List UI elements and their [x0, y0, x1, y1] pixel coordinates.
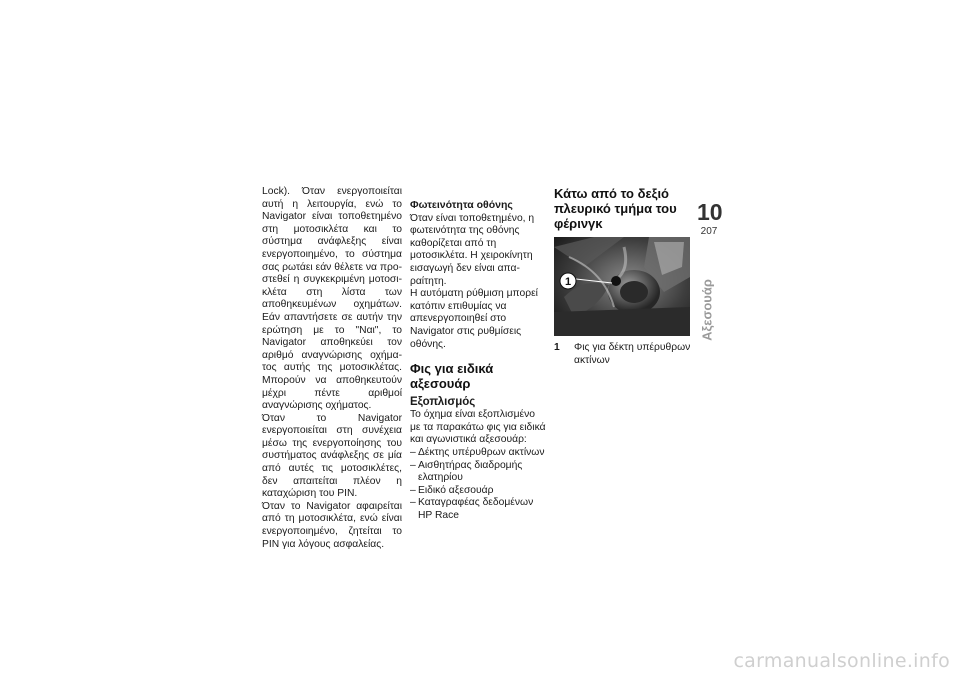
watermark: carmanualsonline.info — [733, 650, 950, 672]
caption-number: 1 — [554, 342, 560, 353]
heading-accessory-sockets: Φις για ειδικά αξεσουάρ — [410, 361, 494, 392]
paragraph: Όταν είναι τοποθετημένο, η φωτεινότητα της οθόνης καθορίζεται από τη μοτοσικλέτα. Η χειροκίνητη εισαγωγή δεν είναι απαραίτητη. — [410, 212, 535, 287]
paragraph: Η αυτόματη ρύθμιση μπορεί κατόπιν επιθυμίας να απενεργοποιηθεί στο Navigator στις ρυθμίσεις οθόνης. — [410, 288, 538, 350]
equipment-list — [410, 447, 546, 523]
chapter-tab — [697, 200, 721, 237]
paragraph: Όταν το Navigator αφαιρείται από τη μοτοσικλέτα, ενώ είναι ενεργοποιημένο, ζητείται το PIN για λόγους ασφαλείας. — [262, 500, 402, 550]
paragraph: Lock). Όταν ενεργοποιείται αυτή η λειτουργία, ενώ το Navigator είναι τοποθετημένο στη μοτοσικλέτα και το σύστημα ανάφλεξης είναι ενεργοποιημένο, το σύστημα σας ρωτάει εάν θέλετε να προστεθεί η συγκεκριμένη μοτοσικλέτα στη λίστα των αποθηκευμένων οχημάτων. Εάν απαντήσετε σε αυτήν την ερώτηση με το "Ναι", το Navigator αποθηκεύει τον αριθμό αναγνώρισης οχήματος αυτής της μοτοσικλέτας. Μπορούν να αποθηκευτούν μέχρι πέντε αριθμοί αναγνώρισης οχήματος. — [262, 186, 402, 412]
paragraph: Όταν το Navigator ενεργοποιείται στη συνέχεια μέσω της ενεργοποίησης του συστήματος ανάφλεξης σε μία από αυτές τις μοτοσικλέτες, δεν απαιτείται πλέον η καταχώριση του PIN. — [262, 412, 402, 500]
heading-equipment: Εξοπλισμός — [410, 396, 476, 409]
equipment-intro: Το όχημα είναι εξοπλισμένο με τα παρακάτω φις για ειδικά και αγωνιστικά αξεσουάρ: — [410, 409, 546, 446]
text-column-3 — [554, 186, 692, 367]
text-column-1 — [262, 186, 402, 551]
caption-text: Φις για δέκτη υπέρυθρων ακτίνων — [574, 342, 691, 366]
figure-caption — [554, 342, 692, 367]
chapter-side-title — [695, 275, 719, 345]
page-number: 207 — [700, 226, 718, 237]
list-item: – Ειδικό αξεσουάρ — [410, 485, 546, 498]
text-column-2 — [410, 199, 546, 522]
list-item: – Καταγραφέας δεδομένων HP Race — [410, 497, 546, 522]
side-title-text: Αξεσουάρ — [699, 279, 715, 341]
list-item: – Αισθητήρας διαδρομής ελατηρίου — [410, 460, 546, 485]
engine-photo-illustration — [554, 237, 690, 336]
callout-label: 1 — [564, 276, 572, 288]
list-item: – Δέκτης υπέρυθρων ακτίνων — [410, 447, 546, 460]
fairing-socket-photo — [554, 237, 690, 336]
heading-display-brightness: Φωτεινότητα οθόνης — [410, 199, 513, 211]
chapter-number: 10 — [697, 199, 723, 225]
heading-fairing-location: Κάτω από το δεξιό πλευρικό τμήμα του φέρινγκ — [554, 186, 677, 231]
